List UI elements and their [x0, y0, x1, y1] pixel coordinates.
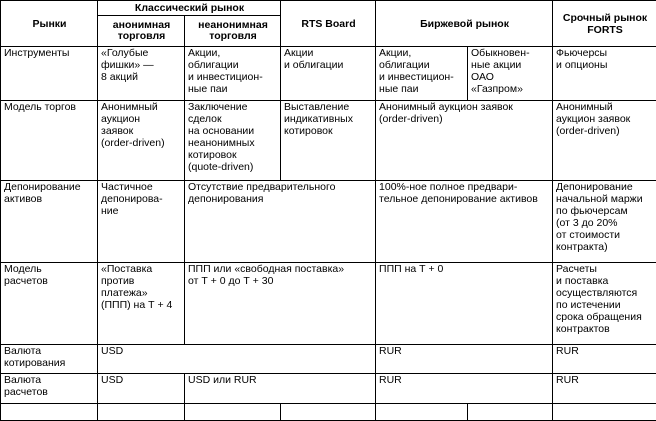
header-exchange-market: Биржевой рынок	[376, 1, 553, 47]
cell-settlement-model-non-anonymous-rts: ППП или «свободная поставка» от Т + 0 до Т + 30	[185, 263, 376, 345]
header-row-1	[1, 1, 656, 16]
header-classic-market: Классический рынок	[98, 1, 281, 16]
empty-cell	[376, 404, 468, 421]
cell-instruments-non-anonymous: Акции, облигации и инвестицион- ные паи	[185, 47, 281, 101]
cell-quote-currency-forts: RUR	[553, 345, 656, 374]
row-label-instruments: Инструменты	[1, 47, 98, 101]
empty-cell	[553, 404, 656, 421]
cell-settlement-model-exchange: ППП на Т + 0	[376, 263, 553, 345]
cell-instruments-exchange-a: Акции, облигации и инвестицион- ные паи	[376, 47, 468, 101]
header-non-anonymous-trading: неанонимная торговля	[185, 16, 281, 47]
cell-settlement-model-anonymous: «Поставка против платежа» (ППП) на Т + 4	[98, 263, 185, 345]
header-markets: Рынки	[1, 1, 98, 47]
cell-instruments-forts: Фьючерсы и опционы	[553, 47, 656, 101]
cell-trading-model-forts: Анонимный аукцион заявок (order-driven)	[553, 101, 656, 181]
cell-trading-model-rts: Выставление индикативных котировок	[281, 101, 376, 181]
row-label-settlement-model: Модель расчетов	[1, 263, 98, 345]
cell-deposit-exchange: 100%-ное полное предвари- тельное депонирование активов	[376, 181, 553, 263]
cell-quote-currency-exchange: RUR	[376, 345, 553, 374]
row-label-quote-currency: Валюта котирования	[1, 345, 98, 374]
cell-deposit-non-anonymous-rts: Отсутствие предварительного депонирования	[185, 181, 376, 263]
empty-cell	[281, 404, 376, 421]
row-label-settlement-currency: Валюта расчетов	[1, 374, 98, 404]
row-empty-footer	[1, 404, 656, 421]
row-settlement-currency	[1, 374, 656, 404]
cell-trading-model-non-anonymous: Заключение сделок на основании неанонимных котировок (quote-driven)	[185, 101, 281, 181]
cell-settlement-currency-forts: RUR	[553, 374, 656, 404]
empty-cell	[98, 404, 185, 421]
row-instruments	[1, 47, 656, 101]
cell-deposit-anonymous: Частичное депонирова- ние	[98, 181, 185, 263]
header-rts-board: RTS Board	[281, 1, 376, 47]
header-forts: Срочный рынок FORTS	[553, 1, 656, 47]
cell-settlement-currency-exchange: RUR	[376, 374, 553, 404]
cell-instruments-anonymous: «Голубые фишки» — 8 акций	[98, 47, 185, 101]
empty-cell	[468, 404, 553, 421]
row-label-trading-model: Модель торгов	[1, 101, 98, 181]
header-anonymous-trading: анонимная торговля	[98, 16, 185, 47]
row-settlement-model	[1, 263, 656, 345]
cell-instruments-rts: Акции и облигации	[281, 47, 376, 101]
cell-trading-model-anonymous: Анонимный аукцион заявок (order-driven)	[98, 101, 185, 181]
cell-trading-model-exchange: Анонимный аукцион заявок (order-driven)	[376, 101, 553, 181]
cell-quote-currency-classic-rts: USD	[98, 345, 376, 374]
cell-instruments-exchange-b: Обыкновен- ные акции ОАО «Газпром»	[468, 47, 553, 101]
row-deposit	[1, 181, 656, 263]
row-quote-currency	[1, 345, 656, 374]
cell-settlement-currency-anonymous: USD	[98, 374, 185, 404]
row-trading-model	[1, 101, 656, 181]
cell-settlement-model-forts: Расчеты и поставка осуществляются по истечении срока обращения контрактов	[553, 263, 656, 345]
row-label-deposit: Депонирование активов	[1, 181, 98, 263]
cell-settlement-currency-non-anonymous-rts: USD или RUR	[185, 374, 376, 404]
empty-cell	[1, 404, 98, 421]
cell-deposit-forts: Депонирование начальной маржи по фьючерсам (от 3 до 20% от стоимости контракта)	[553, 181, 656, 263]
empty-cell	[185, 404, 281, 421]
